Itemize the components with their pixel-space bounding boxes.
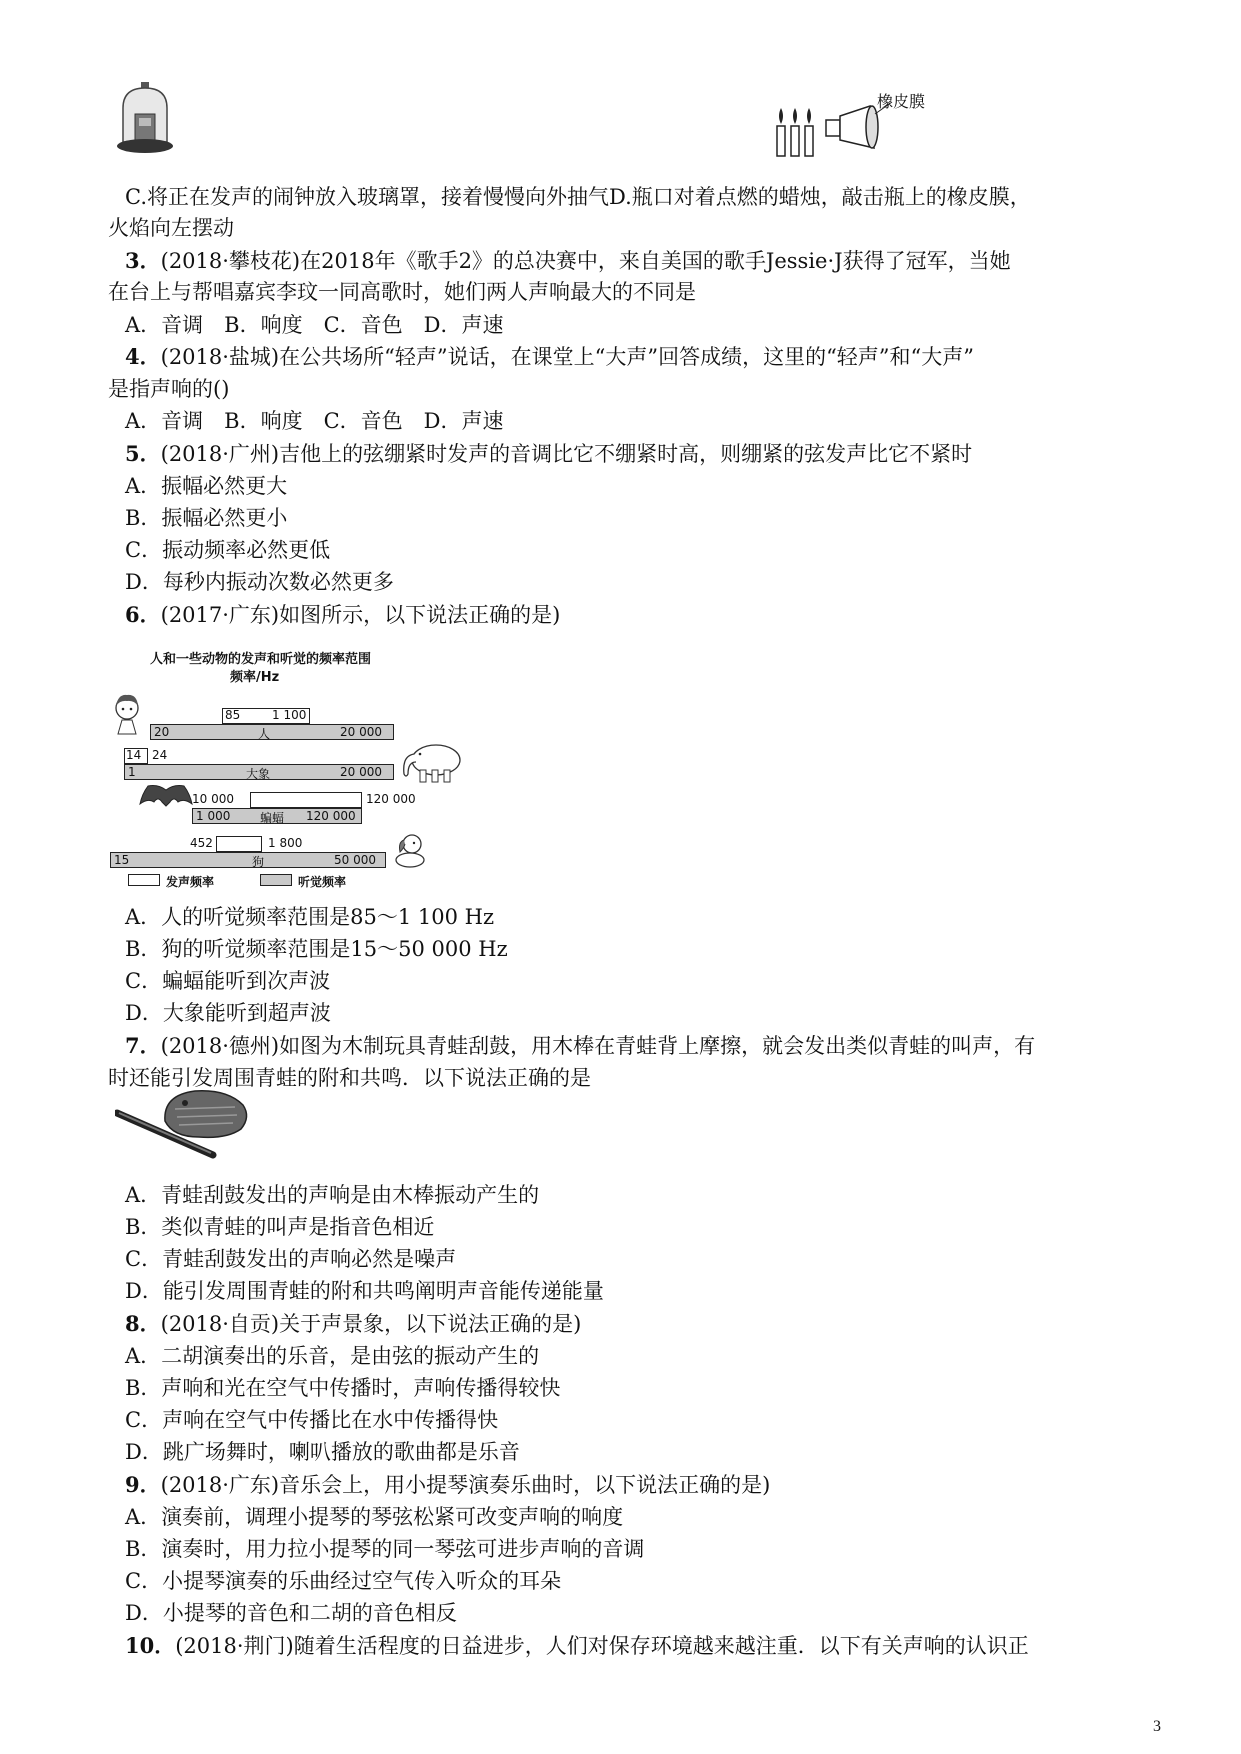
q6-option-b: B．狗的听觉频率范围是15～50 000 Hz [125,937,508,961]
label-bat-emit-max: 120 000 [366,792,416,806]
legend-emit-swatch [128,874,160,886]
q8-text1: (2018·自贡)关于声景象，以下说法正确的是) [160,1312,582,1336]
q8-number: 8． [125,1311,161,1336]
label-human-emit-max: 1 100 [272,708,307,722]
q7-number: 7． [125,1033,161,1058]
label-bat-hear-max: 120 000 [306,809,356,823]
q9-text1: (2018·广东)音乐会上，用小提琴演奏乐曲时，以下说法正确的是) [160,1473,771,1497]
q9-option-a: A．演奏前，调理小提琴的琴弦松紧可改变声响的响度 [125,1505,624,1529]
q6-option-c: C．蝙蝠能听到次声波 [125,969,331,993]
q9-option-d: D．小提琴的音色和二胡的音色相反 [125,1601,457,1625]
q5-line1 [125,440,972,468]
q4-options: A．音调 B．响度 C．音色 D．声速 [125,409,504,433]
label-human-emit-min: 85 [225,708,241,722]
q5-text1: (2018·广州)吉他上的弦绷紧时发声的音调比它不绷紧时高，则绷紧的弦发声比它不紧时 [160,442,973,466]
label-human-hear-min: 20 [154,725,170,739]
label-elephant-hear-min: 1 [128,765,136,779]
q7-text1: (2018·德州)如图为木制玩具青蛙刮鼓，用木棒在青蛙背上摩擦，就会发出类似青蛙的叫声，有 [160,1034,1036,1058]
q10-line1 [125,1632,1029,1660]
q6-option-a: A．人的听觉频率范围是85～1 100 Hz [125,905,495,929]
q8-option-c: C．声响在空气中传播比在水中传播得快 [125,1408,499,1432]
q4-line2: 是指声响的() [108,377,230,401]
q6-line1 [125,601,560,629]
q9-option-c: C．小提琴演奏的乐曲经过空气传入听众的耳朵 [125,1569,562,1593]
q8-option-d: D．跳广场舞时，喇叭播放的歌曲都是乐音 [125,1440,520,1464]
q5-option-a: A．振幅必然更大 [125,474,288,498]
q7-option-b: B．类似青蛙的叫声是指音色相近 [125,1215,435,1239]
q3-number: 3． [125,248,161,273]
q7-option-a: A．青蛙刮鼓发出的声响是由木棒振动产生的 [125,1183,540,1207]
q7-option-d: D．能引发周围青蛙的附和共鸣阐明声音能传递能量 [125,1279,604,1303]
label-elephant-name: 大象 [246,767,271,781]
label-dog-emit-min: 452 [190,836,213,850]
q4-text1: (2018·盐城)在公共场所“轻声”说话，在课堂上“大声”回答成绩，这里的“轻声”和“大声” [160,345,975,369]
label-dog-emit-max: 1 800 [268,836,303,850]
q9-option-b: B．演奏时，用力拉小提琴的同一琴弦可进步声响的音调 [125,1537,645,1561]
label-bat-name: 蝙蝠 [260,811,285,825]
wooden-frog-figure [115,1085,265,1165]
label-bat-emit-min: 10 000 [192,792,234,806]
chart-ylabel: 频率/Hz [230,670,280,685]
label-human-name: 人 [258,727,271,741]
q7-option-c: C．青蛙刮鼓发出的声响必然是噪声 [125,1247,457,1271]
label-elephant-hear-max: 20 000 [340,765,382,779]
q5-option-d: D．每秒内振动次数必然更多 [125,570,394,594]
bell-jar-figure [115,80,175,158]
q2-option-line2: 火焰向左摆动 [108,216,234,240]
q4-number: 4． [125,344,161,369]
q3-line1 [125,247,1011,275]
label-elephant-emit-max: 24 [152,748,168,762]
q6-number: 6． [125,602,161,627]
q3-line2: 在台上与帮唱嘉宾李玟一同高歌时，她们两人声响最大的不同是 [108,280,696,304]
label-bat-hear-min: 1 000 [196,809,231,823]
q9-number: 9． [125,1472,161,1497]
q7-line2: 时还能引发周围青蛙的附和共鸣．以下说法正确的是 [108,1066,591,1090]
q6-option-d: D．大象能听到超声波 [125,1001,331,1025]
q8-option-b: B．声响和光在空气中传播时，声响传播得较快 [125,1376,561,1400]
q3-options: A．音调 B．响度 C．音色 D．声速 [125,313,504,337]
dog-icon [390,832,430,870]
q8-line1 [125,1310,581,1338]
q10-text1: (2018·荆门)随着生活程度的日益进步，人们对保存环境越来越注重．以下有关声响的认识正 [175,1634,1029,1658]
bat-icon [138,780,194,814]
page-number: 3 [1153,1718,1161,1735]
bar-dog-emit [216,836,262,852]
q10-number: 10． [125,1633,176,1658]
q9-line1 [125,1471,770,1499]
q5-number: 5． [125,441,161,466]
label-human-hear-max: 20 000 [340,725,382,739]
rubber-membrane-label: 橡皮膜 [877,92,926,111]
q8-option-a: A．二胡演奏出的乐音，是由弦的振动产生的 [125,1344,540,1368]
girl-icon [110,692,144,736]
chart-title: 人和一些动物的发声和听觉的频率范围 [150,652,372,667]
label-dog-name: 狗 [252,855,265,869]
legend-hear-swatch [260,874,292,886]
q6-text1: (2017·广东)如图所示，以下说法正确的是) [160,603,561,627]
label-dog-hear-max: 50 000 [334,853,376,867]
q2-option-line1: C.将正在发声的闹钟放入玻璃罩，接着慢慢向外抽气D.瓶口对着点燃的蜡烛，敲击瓶上的橡皮膜， [125,185,1031,209]
legend-hear-label: 听觉频率 [298,875,347,889]
q5-option-b: B．振幅必然更小 [125,506,288,530]
frequency-chart [110,648,530,889]
label-elephant-emit-min: 14 [126,748,142,762]
legend-emit-label: 发声频率 [166,875,215,889]
q7-line1 [125,1032,1035,1060]
label-dog-hear-min: 15 [114,853,130,867]
q5-option-c: C．振动频率必然更低 [125,538,331,562]
q4-line1 [125,343,974,371]
bar-bat-emit [250,792,362,808]
q3-text1: (2018·攀枝花)在2018年《歌手2》的总决赛中，来自美国的歌手Jessie·J获得了冠军，当她 [160,249,1011,273]
elephant-icon [398,740,470,784]
